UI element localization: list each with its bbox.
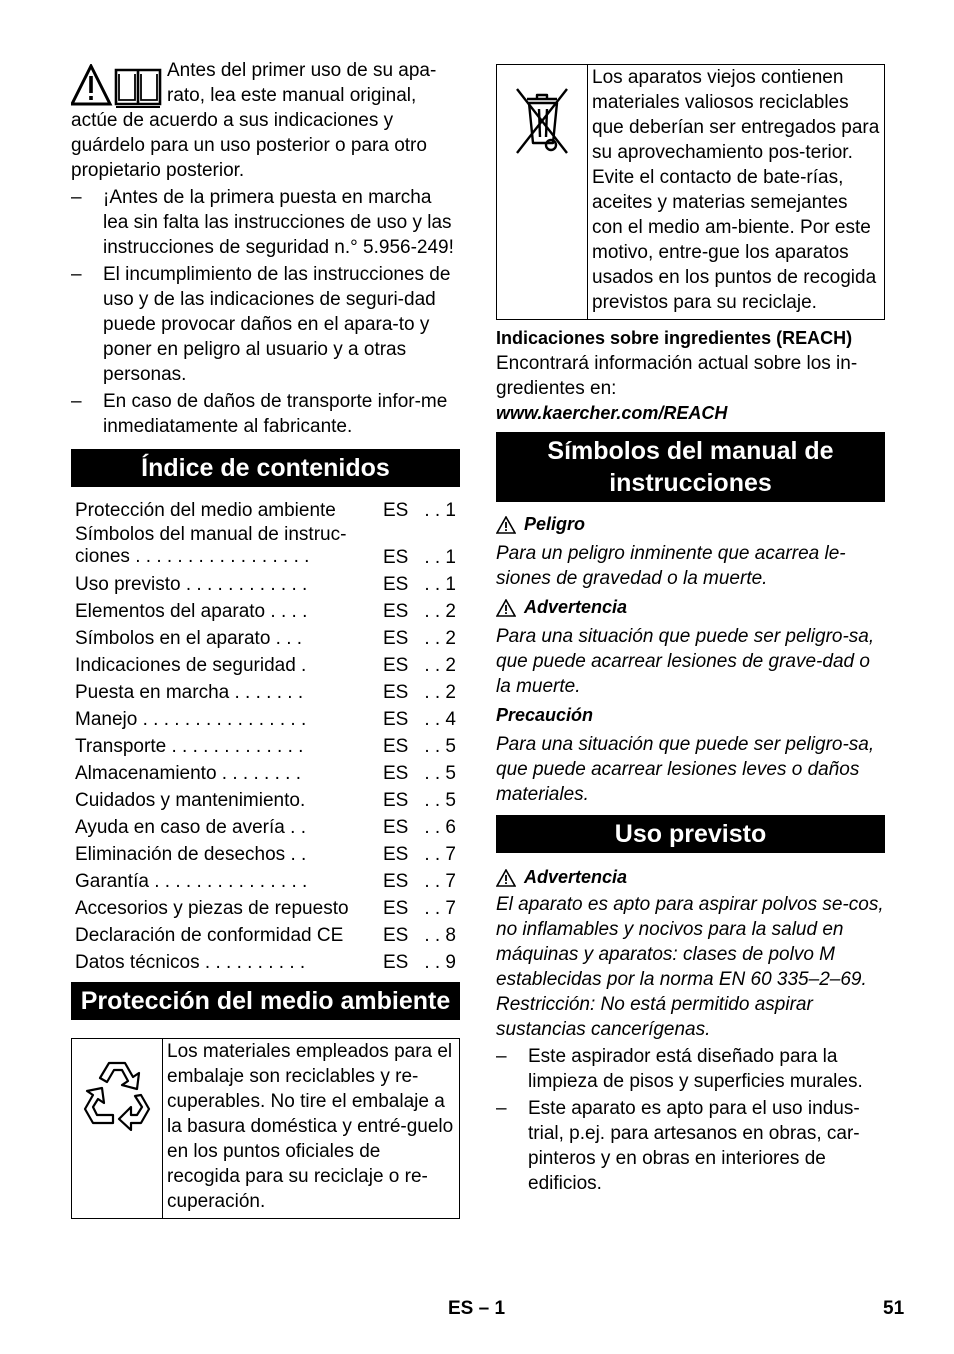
list-item <box>71 185 460 260</box>
toc-title: Datos técnicos . . . . . . . . . . <box>75 952 306 973</box>
footer-section-code: ES – 1 <box>448 1298 506 1319</box>
danger-label: Peligro <box>524 514 586 534</box>
toc-row[interactable] <box>71 625 460 652</box>
right-column <box>496 58 885 1196</box>
toc-page: . . 6 <box>424 817 456 838</box>
crossed-bin-icon <box>507 77 577 161</box>
toc-title: Puesta en marcha . . . . . . . <box>75 682 304 703</box>
toc-page: . . 5 <box>424 736 456 757</box>
toc-title-line: ciones . . . . . . . . . . . . . . . . . <box>75 546 310 567</box>
toc-row[interactable] <box>71 841 460 868</box>
toc-page: . . 5 <box>424 790 456 811</box>
toc-title: Uso previsto . . . . . . . . . . . . <box>75 574 308 595</box>
toc-row[interactable] <box>71 814 460 841</box>
toc-title: Cuidados y mantenimiento. <box>75 790 306 811</box>
use-warning-label-row <box>496 865 885 890</box>
toc-page: . . 2 <box>424 682 456 703</box>
toc-lang: ES <box>383 790 409 811</box>
toc-page: . . 1 <box>424 500 456 521</box>
toc-page: . . 7 <box>424 844 456 865</box>
intended-use-heading: Uso previsto <box>496 815 885 853</box>
dash-marker: – <box>71 391 82 412</box>
toc-page: . . 4 <box>424 709 456 730</box>
toc-title: Accesorios y piezas de repuesto <box>75 898 349 919</box>
footer-page-number: 51 <box>883 1298 905 1319</box>
intro-bullets <box>71 185 460 439</box>
symbols-heading: Símbolos del manual de instrucciones <box>496 432 885 502</box>
toc-row[interactable] <box>71 598 460 625</box>
toc-lang: ES <box>383 500 409 521</box>
toc-lang: ES <box>383 763 409 784</box>
use-bullets <box>496 1044 885 1196</box>
intro-line-1: Antes del primer uso de su apa- <box>167 60 437 81</box>
toc-title: Indicaciones de seguridad . <box>75 655 307 676</box>
intro-section <box>71 58 460 183</box>
toc-lang: ES <box>383 871 409 892</box>
toc-page: . . 1 <box>424 574 456 595</box>
toc-page: . . 2 <box>424 628 456 649</box>
toc-lang: ES <box>383 709 409 730</box>
recycle-icon <box>79 1055 155 1131</box>
toc-title: Garantía . . . . . . . . . . . . . . . <box>75 871 308 892</box>
toc-page: . . 2 <box>424 655 456 676</box>
toc-row[interactable] <box>71 497 460 524</box>
toc-row[interactable] <box>71 895 460 922</box>
toc-row[interactable] <box>71 760 460 787</box>
toc-title: Almacenamiento . . . . . . . . <box>75 763 301 784</box>
toc-page: . . 9 <box>424 952 456 973</box>
toc-page: . . 2 <box>424 601 456 622</box>
toc-row[interactable] <box>71 524 460 571</box>
toc-lang: ES <box>383 601 409 622</box>
weee-icon-cell <box>497 65 588 319</box>
use-warning-label: Advertencia <box>524 867 628 887</box>
toc-row[interactable] <box>71 706 460 733</box>
bullet-text: ¡Antes de la primera puesta en marcha lea sin falta las instrucciones de uso y las instrucciones de seguridad n.° 5.956-249! <box>103 187 454 258</box>
toc-page: . . 7 <box>424 898 456 919</box>
toc-lang: ES <box>383 925 409 946</box>
toc-lang: ES <box>383 817 409 838</box>
toc-lang: ES <box>383 736 409 757</box>
reach-title: Indicaciones sobre ingredientes (REACH) <box>496 328 853 348</box>
toc-lang: ES <box>383 655 409 676</box>
toc-title: Elementos del aparato . . . . <box>75 601 308 622</box>
weee-box <box>496 64 885 320</box>
toc-row[interactable] <box>71 787 460 814</box>
left-column <box>71 58 460 1219</box>
caution-text: Para una situación que puede ser peligro-sa, que puede acarrear lesiones leves o daños materiales. <box>496 734 875 805</box>
bullet-text: El incumplimiento de las instrucciones de uso y de las indicaciones de seguri-dad puede provocar daños en el apara-to y poner en peligro al usuario y a otras personas. <box>103 264 451 385</box>
toc-page: . . 1 <box>424 547 456 568</box>
toc-title: Declaración de conformidad CE <box>75 925 344 946</box>
toc-row[interactable] <box>71 922 460 949</box>
toc-title <box>71 524 375 571</box>
toc-title: Protección del medio ambiente <box>75 500 336 521</box>
bullet-text: En caso de daños de transporte infor-me inmediatamente al fabricante. <box>103 391 448 437</box>
toc-row[interactable] <box>71 652 460 679</box>
environment-heading: Protección del medio ambiente <box>71 982 460 1020</box>
weee-text: Los aparatos viejos contienen materiales valiosos reciclables que deberían ser entregados para su aprovechamiento pos-terior. Evite el contacto de bate-rías, aceites y materias semejantes con el medio am-biente. Por este motivo, entre-gue los aparatos usados en los puntos de recogida previstos para su reciclaje. <box>592 67 880 313</box>
toc-lang: ES <box>383 682 409 703</box>
toc-lang: ES <box>383 844 409 865</box>
toc-row[interactable] <box>71 733 460 760</box>
packaging-box <box>71 1038 460 1219</box>
toc-row[interactable] <box>71 571 460 598</box>
caution-label: Precaución <box>496 705 594 725</box>
toc-row[interactable] <box>71 868 460 895</box>
toc-title: Manejo . . . . . . . . . . . . . . . . <box>75 709 307 730</box>
intro-text: actúe de acuerdo a sus indicaciones y guárdelo para un uso posterior o para otro propietario posterior. <box>71 110 427 181</box>
toc-page: . . 5 <box>424 763 456 784</box>
packaging-text: Los materiales empleados para el embalaje son reciclables y re-cuperables. No tire el embalaje a la basura doméstica y entré-guelo en los puntos oficiales de recogida para su reciclaje o re-cuperación. <box>167 1041 454 1212</box>
bullet-text: Este aspirador está diseñado para la limpieza de pisos y superficies murales. <box>528 1046 863 1092</box>
list-item <box>71 389 460 439</box>
toc-title-line: Símbolos del manual de instruc- <box>75 524 347 545</box>
list-item <box>496 1096 885 1196</box>
toc-page: . . 7 <box>424 871 456 892</box>
list-item <box>71 262 460 387</box>
danger-label-row <box>496 512 885 537</box>
reach-text: Encontrará información actual sobre los in-gredientes en: <box>496 353 858 399</box>
intro-line-2: rato, lea este manual original, <box>167 85 417 106</box>
warning-triangle-icon <box>496 516 516 534</box>
toc-table <box>71 497 460 976</box>
toc-lang: ES <box>383 547 409 568</box>
bullet-text: Este aparato es apto para el uso indus-trial, p.ej. para artesanos en obras, car-pinteros y en obras en interiores de edificios. <box>528 1098 860 1194</box>
reach-link[interactable]: www.kaercher.com/REACH <box>496 403 728 423</box>
toc-row[interactable] <box>71 949 460 976</box>
use-warning-text: El aparato es apto para aspirar polvos se-cos, no inflamables y nocivos para la salud en máquinas y aparatos: clases de polvo M establecidas por la norma EN 60 335–2–69. Restricción: No está permitido aspirar sustancias cancerígenas. <box>496 894 884 1040</box>
dash-marker: – <box>496 1098 507 1119</box>
toc-lang: ES <box>383 574 409 595</box>
toc-lang: ES <box>383 628 409 649</box>
warning-manual-icon <box>71 64 163 108</box>
toc-heading: Índice de contenidos <box>71 449 460 487</box>
toc-title: Transporte . . . . . . . . . . . . . <box>75 736 304 757</box>
toc-title: Símbolos en el aparato . . . <box>75 628 303 649</box>
warning-triangle-icon <box>496 599 516 617</box>
warning-triangle-icon <box>496 869 516 887</box>
danger-text: Para un peligro inminente que acarrea le-siones de gravedad o la muerte. <box>496 543 846 589</box>
list-item <box>496 1044 885 1094</box>
toc-row[interactable] <box>71 679 460 706</box>
toc-page: . . 8 <box>424 925 456 946</box>
toc-title: Eliminación de desechos . . <box>75 844 307 865</box>
recycle-icon-cell <box>72 1039 163 1218</box>
toc-lang: ES <box>383 898 409 919</box>
warning-text: Para una situación que puede ser peligro-sa, que puede acarrear lesiones de grave-dad o la muerte. <box>496 626 875 697</box>
warning-label: Advertencia <box>524 597 628 617</box>
dash-marker: – <box>496 1046 507 1067</box>
toc-title: Ayuda en caso de avería . . <box>75 817 306 838</box>
dash-marker: – <box>71 264 82 285</box>
toc-lang: ES <box>383 952 409 973</box>
dash-marker: – <box>71 187 82 208</box>
warning-label-row <box>496 595 885 620</box>
